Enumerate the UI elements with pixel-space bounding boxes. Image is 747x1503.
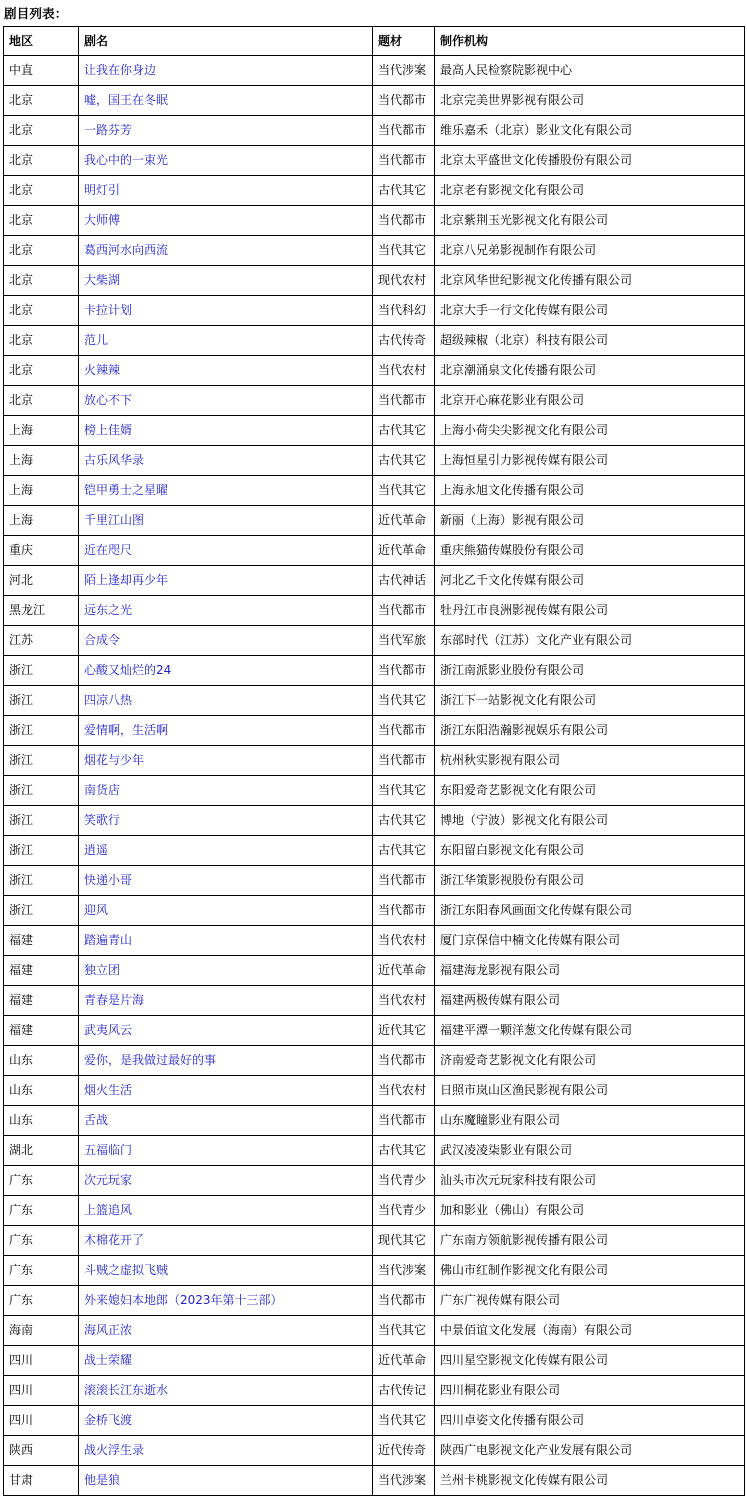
cell-title	[79, 326, 373, 356]
cell-title	[79, 566, 373, 596]
table-row	[4, 1406, 745, 1436]
cell-company: 牡丹江市良洲影视传媒有限公司	[435, 596, 745, 626]
cell-company: 济南爱奇艺影视文化有限公司	[435, 1046, 745, 1076]
cell-title	[79, 866, 373, 896]
drama-title-link[interactable]: 战火浮生录	[84, 1443, 145, 1457]
cell-region: 北京	[4, 296, 79, 326]
table-row	[4, 1166, 745, 1196]
table-row	[4, 1136, 745, 1166]
cell-region: 北京	[4, 326, 79, 356]
cell-title	[79, 236, 373, 266]
cell-title	[79, 176, 373, 206]
drama-title-link[interactable]: 爱你，是我做过最好的事	[84, 1053, 217, 1067]
cell-region: 浙江	[4, 776, 79, 806]
drama-title-link[interactable]: 榜上佳婿	[84, 423, 133, 437]
cell-company: 福建两极传媒有限公司	[435, 986, 745, 1016]
table-row	[4, 386, 745, 416]
cell-title	[79, 146, 373, 176]
cell-region: 北京	[4, 236, 79, 266]
cell-region: 广东	[4, 1286, 79, 1316]
cell-genre: 当代涉案	[373, 1466, 435, 1496]
cell-region: 福建	[4, 986, 79, 1016]
column-header-genre: 题材	[373, 27, 435, 56]
cell-genre: 当代其它	[373, 1406, 435, 1436]
cell-region: 陕西	[4, 1436, 79, 1466]
cell-company: 中景佰谊文化发展（海南）有限公司	[435, 1316, 745, 1346]
cell-genre: 当代都市	[373, 1046, 435, 1076]
cell-title	[79, 1256, 373, 1286]
cell-genre: 当代其它	[373, 236, 435, 266]
cell-genre: 当代都市	[373, 116, 435, 146]
drama-title-link[interactable]: 铠甲勇士之星曜	[84, 483, 169, 497]
table-header-row	[4, 27, 745, 56]
column-header-company: 制作机构	[435, 27, 745, 56]
cell-genre: 当代都市	[373, 866, 435, 896]
cell-region: 浙江	[4, 896, 79, 926]
cell-genre: 近代传奇	[373, 1436, 435, 1466]
cell-genre: 现代农村	[373, 266, 435, 296]
cell-company: 北京大手一行文化传媒有限公司	[435, 296, 745, 326]
drama-title-link[interactable]: 滚滚长江东逝水	[84, 1383, 169, 1397]
drama-title-link[interactable]: 外来媳妇本地郎（2023年第十三部）	[84, 1293, 283, 1307]
drama-title-link[interactable]: 青春是片海	[84, 993, 145, 1007]
drama-title-link[interactable]: 葛西河水向西流	[84, 243, 169, 257]
cell-region: 上海	[4, 446, 79, 476]
table-row	[4, 746, 745, 776]
cell-company: 佛山市红制作影视文化有限公司	[435, 1256, 745, 1286]
table-row	[4, 536, 745, 566]
cell-company: 上海恒星引力影视传媒有限公司	[435, 446, 745, 476]
cell-region: 浙江	[4, 806, 79, 836]
table-row	[4, 1046, 745, 1076]
drama-title-link[interactable]: 我心中的一束光	[84, 153, 169, 167]
drama-title-link[interactable]: 独立团	[84, 963, 121, 977]
cell-genre: 近代革命	[373, 956, 435, 986]
cell-company: 武汉凌凌柒影业有限公司	[435, 1136, 745, 1166]
cell-title	[79, 1406, 373, 1436]
drama-title-link[interactable]: 近在咫尺	[84, 543, 133, 557]
cell-title	[79, 1436, 373, 1466]
cell-title	[79, 1466, 373, 1496]
cell-genre: 当代农村	[373, 356, 435, 386]
cell-title	[79, 716, 373, 746]
cell-title	[79, 746, 373, 776]
cell-title	[79, 596, 373, 626]
drama-title-link[interactable]: 武夷风云	[84, 1023, 133, 1037]
drama-title-link[interactable]: 卡拉计划	[84, 303, 133, 317]
table-row	[4, 1466, 745, 1496]
cell-genre: 近代革命	[373, 1346, 435, 1376]
cell-region: 上海	[4, 476, 79, 506]
cell-company: 浙江南派影业股份有限公司	[435, 656, 745, 686]
drama-title-link[interactable]: 迎风	[84, 903, 109, 917]
cell-company: 杭州秋实影视有限公司	[435, 746, 745, 776]
cell-title	[79, 86, 373, 116]
column-header-region: 地区	[4, 27, 79, 56]
cell-company: 超级辣椒（北京）科技有限公司	[435, 326, 745, 356]
cell-region: 海南	[4, 1316, 79, 1346]
cell-title	[79, 1046, 373, 1076]
cell-genre: 古代其它	[373, 416, 435, 446]
cell-company: 上海小荷尖尖影视文化有限公司	[435, 416, 745, 446]
cell-company: 日照市岚山区渔民影视有限公司	[435, 1076, 745, 1106]
drama-title-link[interactable]: 心酸又灿烂的24	[84, 663, 172, 677]
cell-genre: 当代都市	[373, 1286, 435, 1316]
table-row	[4, 986, 745, 1016]
cell-company: 北京开心麻花影业有限公司	[435, 386, 745, 416]
table-row	[4, 446, 745, 476]
table-row	[4, 806, 745, 836]
drama-title-link[interactable]: 笑歌行	[84, 813, 121, 827]
cell-company: 浙江东阳浩瀚影视娱乐有限公司	[435, 716, 745, 746]
cell-genre: 当代涉案	[373, 56, 435, 86]
table-row	[4, 656, 745, 686]
cell-genre: 当代农村	[373, 986, 435, 1016]
table-row	[4, 416, 745, 446]
cell-company: 山东魔瞳影业有限公司	[435, 1106, 745, 1136]
cell-genre: 当代都市	[373, 146, 435, 176]
cell-genre: 古代传记	[373, 1376, 435, 1406]
cell-region: 山东	[4, 1046, 79, 1076]
cell-region: 重庆	[4, 536, 79, 566]
cell-title	[79, 1196, 373, 1226]
cell-region: 山东	[4, 1076, 79, 1106]
cell-genre: 当代科幻	[373, 296, 435, 326]
cell-genre: 当代青少	[373, 1196, 435, 1226]
table-row	[4, 1346, 745, 1376]
cell-company: 最高人民检察院影视中心	[435, 56, 745, 86]
cell-company: 上海永旭文化传播有限公司	[435, 476, 745, 506]
cell-region: 福建	[4, 956, 79, 986]
drama-title-link[interactable]: 四凉八热	[84, 693, 133, 707]
drama-title-link[interactable]: 逍遥	[84, 843, 109, 857]
cell-company: 浙江东阳春风画面文化传媒有限公司	[435, 896, 745, 926]
cell-genre: 古代传奇	[373, 326, 435, 356]
table-row	[4, 1076, 745, 1106]
table-row	[4, 1316, 745, 1346]
cell-title	[79, 506, 373, 536]
cell-genre: 当代农村	[373, 1076, 435, 1106]
cell-region: 广东	[4, 1196, 79, 1226]
cell-title	[79, 1166, 373, 1196]
cell-region: 广东	[4, 1166, 79, 1196]
cell-title	[79, 926, 373, 956]
cell-company: 四川卓姿文化传播有限公司	[435, 1406, 745, 1436]
cell-region: 广东	[4, 1226, 79, 1256]
drama-title-link[interactable]: 烟花与少年	[84, 753, 145, 767]
cell-region: 浙江	[4, 716, 79, 746]
cell-genre: 当代都市	[373, 596, 435, 626]
cell-title	[79, 266, 373, 296]
cell-title	[79, 986, 373, 1016]
cell-region: 四川	[4, 1346, 79, 1376]
cell-title	[79, 806, 373, 836]
cell-title	[79, 776, 373, 806]
cell-company: 福建平潭一颗洋葱文化传媒有限公司	[435, 1016, 745, 1046]
cell-genre: 当代都市	[373, 1106, 435, 1136]
drama-title-link[interactable]: 海风正浓	[84, 1323, 133, 1337]
table-row	[4, 1376, 745, 1406]
cell-title	[79, 1376, 373, 1406]
drama-title-link[interactable]: 千里江山图	[84, 513, 145, 527]
cell-title	[79, 416, 373, 446]
cell-title	[79, 56, 373, 86]
cell-company: 北京风华世纪影视文化传播有限公司	[435, 266, 745, 296]
cell-company: 北京老有影视文化有限公司	[435, 176, 745, 206]
drama-title-link[interactable]: 踏遍青山	[84, 933, 133, 947]
cell-region: 北京	[4, 356, 79, 386]
drama-title-link[interactable]: 五福临门	[84, 1143, 133, 1157]
cell-company: 河北乙千文化传媒有限公司	[435, 566, 745, 596]
drama-title-link[interactable]: 他是狼	[84, 1473, 121, 1487]
table-row	[4, 326, 745, 356]
table-row	[4, 116, 745, 146]
cell-title	[79, 1286, 373, 1316]
cell-company: 广东广视传媒有限公司	[435, 1286, 745, 1316]
cell-company: 广东南方领航影视传播有限公司	[435, 1226, 745, 1256]
table-row	[4, 1016, 745, 1046]
drama-title-link[interactable]: 爱情啊，生活啊	[84, 723, 169, 737]
table-row	[4, 1436, 745, 1466]
cell-region: 浙江	[4, 836, 79, 866]
table-row	[4, 896, 745, 926]
cell-genre: 当代都市	[373, 656, 435, 686]
cell-region: 浙江	[4, 686, 79, 716]
cell-region: 浙江	[4, 656, 79, 686]
cell-genre: 古代其它	[373, 836, 435, 866]
table-row	[4, 1196, 745, 1226]
cell-title	[79, 1016, 373, 1046]
table-row	[4, 236, 745, 266]
cell-region: 四川	[4, 1376, 79, 1406]
cell-company: 北京完美世界影视有限公司	[435, 86, 745, 116]
cell-title	[79, 656, 373, 686]
drama-title-link[interactable]: 木棉花开了	[84, 1233, 145, 1247]
cell-title	[79, 956, 373, 986]
cell-company: 东阳爱奇艺影视文化有限公司	[435, 776, 745, 806]
cell-region: 广东	[4, 1256, 79, 1286]
table-row	[4, 836, 745, 866]
drama-title-link[interactable]: 大柴湖	[84, 273, 121, 287]
cell-company: 加和影业（佛山）有限公司	[435, 1196, 745, 1226]
table-row	[4, 1106, 745, 1136]
cell-genre: 当代军旅	[373, 626, 435, 656]
cell-company: 新丽（上海）影视有限公司	[435, 506, 745, 536]
cell-region: 福建	[4, 1016, 79, 1046]
cell-title	[79, 386, 373, 416]
cell-company: 北京八兄弟影视制作有限公司	[435, 236, 745, 266]
table-row	[4, 206, 745, 236]
cell-title	[79, 836, 373, 866]
cell-title	[79, 116, 373, 146]
cell-company: 兰州卡桃影视文化传媒有限公司	[435, 1466, 745, 1496]
cell-title	[79, 476, 373, 506]
table-header	[4, 27, 745, 56]
drama-title-link[interactable]: 南货店	[84, 783, 121, 797]
column-header-title: 剧名	[79, 27, 373, 56]
table-row	[4, 596, 745, 626]
cell-company: 东部时代（江苏）文化产业有限公司	[435, 626, 745, 656]
table-row	[4, 146, 745, 176]
cell-genre: 当代其它	[373, 776, 435, 806]
cell-region: 浙江	[4, 746, 79, 776]
drama-title-link[interactable]: 舌战	[84, 1113, 109, 1127]
cell-title	[79, 896, 373, 926]
table-row	[4, 56, 745, 86]
drama-title-link[interactable]: 快递小哥	[84, 873, 133, 887]
cell-region: 上海	[4, 506, 79, 536]
drama-title-link[interactable]: 合成令	[84, 633, 121, 647]
table-row	[4, 956, 745, 986]
cell-company: 四川桐花影业有限公司	[435, 1376, 745, 1406]
cell-region: 浙江	[4, 866, 79, 896]
table-row	[4, 716, 745, 746]
cell-title	[79, 1136, 373, 1166]
cell-genre: 当代都市	[373, 746, 435, 776]
cell-company: 北京潮涌泉文化传播有限公司	[435, 356, 745, 386]
cell-genre: 古代其它	[373, 446, 435, 476]
table-row	[4, 1256, 745, 1286]
cell-genre: 当代都市	[373, 716, 435, 746]
table-row	[4, 506, 745, 536]
cell-genre: 现代其它	[373, 1226, 435, 1256]
drama-title-link[interactable]: 古乐风华录	[84, 453, 145, 467]
cell-genre: 当代都市	[373, 86, 435, 116]
drama-title-link[interactable]: 明灯引	[84, 183, 121, 197]
cell-genre: 当代都市	[373, 386, 435, 416]
table-row	[4, 176, 745, 206]
cell-title	[79, 206, 373, 236]
table-row	[4, 566, 745, 596]
table-row	[4, 266, 745, 296]
cell-company: 东阳留白影视文化有限公司	[435, 836, 745, 866]
drama-title-link[interactable]: 金桥飞渡	[84, 1413, 133, 1427]
cell-company: 浙江华策影视股份有限公司	[435, 866, 745, 896]
cell-title	[79, 1226, 373, 1256]
cell-region: 北京	[4, 176, 79, 206]
drama-title-link[interactable]: 斗贼之虚拟飞贼	[84, 1263, 169, 1277]
cell-region: 江苏	[4, 626, 79, 656]
drama-title-link[interactable]: 让我在你身边	[84, 63, 157, 77]
drama-title-link[interactable]: 陌上逢却再少年	[84, 573, 169, 587]
cell-region: 上海	[4, 416, 79, 446]
table-row	[4, 776, 745, 806]
cell-title	[79, 446, 373, 476]
cell-company: 福建海龙影视有限公司	[435, 956, 745, 986]
drama-title-link[interactable]: 上篮追风	[84, 1203, 133, 1217]
cell-region: 湖北	[4, 1136, 79, 1166]
cell-region: 北京	[4, 386, 79, 416]
cell-company: 厦门京保信中楠文化传媒有限公司	[435, 926, 745, 956]
table-row	[4, 86, 745, 116]
cell-region: 山东	[4, 1106, 79, 1136]
cell-genre: 当代涉案	[373, 1256, 435, 1286]
cell-genre: 当代其它	[373, 1316, 435, 1346]
cell-region: 中直	[4, 56, 79, 86]
drama-title-link[interactable]: 战士荣耀	[84, 1353, 133, 1367]
page-title: 剧目列表：	[4, 6, 68, 21]
drama-title-link[interactable]: 次元玩家	[84, 1173, 133, 1187]
cell-company: 重庆熊猫传媒股份有限公司	[435, 536, 745, 566]
cell-company: 陕西广电影视文化产业发展有限公司	[435, 1436, 745, 1466]
drama-title-link[interactable]: 烟火生活	[84, 1083, 133, 1097]
table-row	[4, 356, 745, 386]
cell-company: 汕头市次元玩家科技有限公司	[435, 1166, 745, 1196]
drama-title-link[interactable]: 火辣辣	[84, 363, 121, 377]
drama-list-table	[3, 26, 745, 1496]
cell-genre: 近代其它	[373, 1016, 435, 1046]
cell-region: 北京	[4, 86, 79, 116]
cell-title	[79, 296, 373, 326]
cell-region: 北京	[4, 116, 79, 146]
cell-title	[79, 1346, 373, 1376]
cell-region: 福建	[4, 926, 79, 956]
cell-genre: 古代其它	[373, 176, 435, 206]
cell-title	[79, 356, 373, 386]
cell-genre: 当代其它	[373, 686, 435, 716]
drama-title-link[interactable]: 放心不下	[84, 393, 133, 407]
table-row	[4, 1226, 745, 1256]
cell-genre: 当代都市	[373, 896, 435, 926]
cell-title	[79, 626, 373, 656]
cell-genre: 近代革命	[373, 506, 435, 536]
cell-company: 浙江下一站影视文化有限公司	[435, 686, 745, 716]
drama-title-link[interactable]: 嘘，国王在冬眠	[84, 93, 169, 107]
table-row	[4, 626, 745, 656]
drama-title-link[interactable]: 一路芬芳	[84, 123, 133, 137]
table-row	[4, 686, 745, 716]
cell-genre: 古代神话	[373, 566, 435, 596]
cell-region: 北京	[4, 266, 79, 296]
table-body	[4, 56, 745, 1496]
cell-genre: 近代革命	[373, 536, 435, 566]
table-row	[4, 866, 745, 896]
cell-region: 北京	[4, 146, 79, 176]
cell-title	[79, 1076, 373, 1106]
cell-company: 北京太平盛世文化传播股份有限公司	[435, 146, 745, 176]
cell-title	[79, 1106, 373, 1136]
drama-title-link[interactable]: 大师傅	[84, 213, 121, 227]
cell-region: 北京	[4, 206, 79, 236]
cell-genre: 当代都市	[373, 206, 435, 236]
drama-title-link[interactable]: 远东之光	[84, 603, 133, 617]
cell-title	[79, 686, 373, 716]
cell-genre: 当代农村	[373, 926, 435, 956]
cell-genre: 当代其它	[373, 476, 435, 506]
cell-company: 博地（宁波）影视文化有限公司	[435, 806, 745, 836]
cell-title	[79, 536, 373, 566]
cell-region: 河北	[4, 566, 79, 596]
cell-company: 维乐嘉禾（北京）影业文化有限公司	[435, 116, 745, 146]
cell-genre: 当代青少	[373, 1166, 435, 1196]
table-row	[4, 296, 745, 326]
drama-title-link[interactable]: 范儿	[84, 333, 109, 347]
cell-company: 四川星空影视文化传媒有限公司	[435, 1346, 745, 1376]
cell-genre: 古代其它	[373, 806, 435, 836]
table-row	[4, 476, 745, 506]
cell-genre: 古代其它	[373, 1136, 435, 1166]
cell-title	[79, 1316, 373, 1346]
table-row	[4, 1286, 745, 1316]
cell-region: 甘肃	[4, 1466, 79, 1496]
cell-region: 黑龙江	[4, 596, 79, 626]
cell-company: 北京紫荆玉光影视文化有限公司	[435, 206, 745, 236]
table-row	[4, 926, 745, 956]
cell-region: 四川	[4, 1406, 79, 1436]
